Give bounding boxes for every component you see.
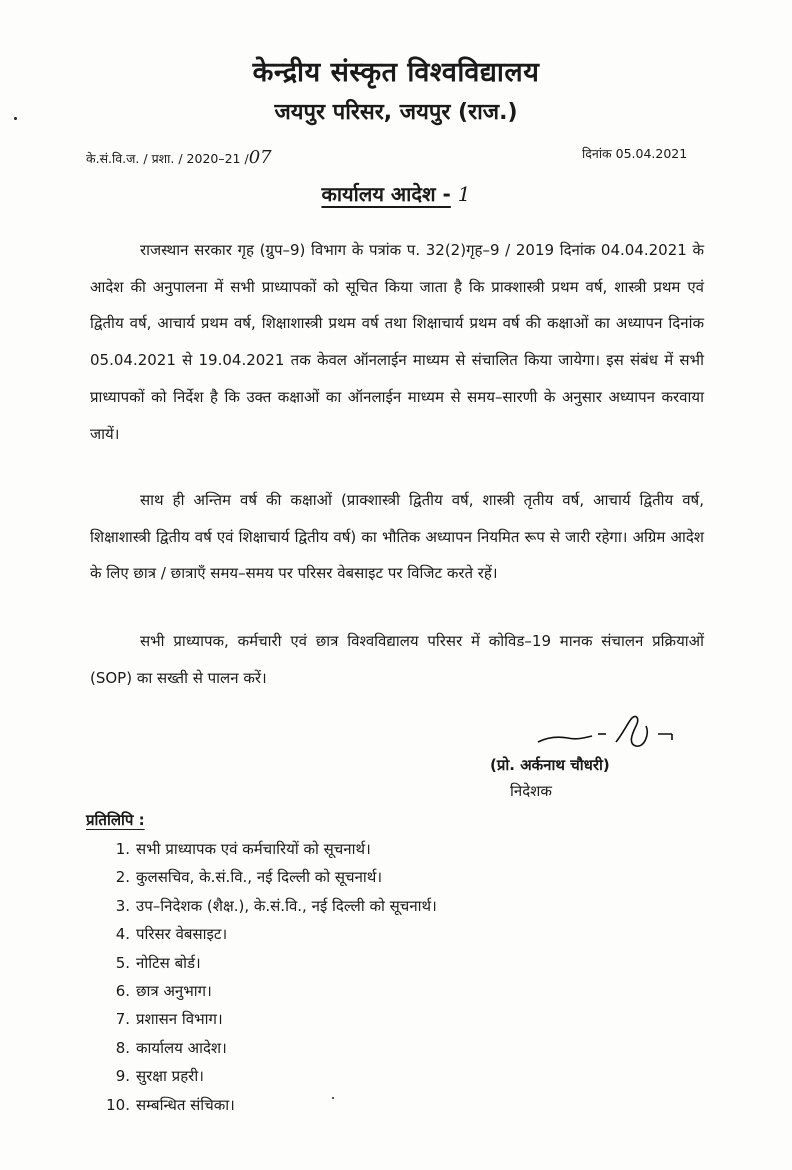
list-item-text: कुलसचिव, के.सं.वि., नई दिल्ली को सूचनार्थ। [136,868,383,887]
list-item [100,1034,437,1062]
list-item-number: 7. [115,1010,130,1029]
paragraph-online-classes [90,232,704,452]
document-title-number: 1 [457,182,471,206]
paragraph-covid-sop [90,623,704,696]
paragraph-text: साथ ही अन्तिम वर्ष की कक्षाओं (प्राक्शास्त्री द्वितीय वर्ष, शास्त्री तृतीय वर्ष, आचार्य द्वितीय वर्ष, शिक्षाशास्त्री द्वितीय वर्ष एवं शिक्षाचार्य द्वितीय वर्ष) का भौतिक अध्यापन नियमित रूप से जारी रहेगा। अग्रिम आदेश के लिए छात्र / छात्राएँ समय–समय पर परिसर वेबसाइट पर विजिट करते रहें। [90,491,704,583]
list-item [100,835,437,863]
handwritten-signature [532,712,682,756]
list-item [100,949,437,977]
copy-to-list [100,835,437,1119]
paragraph-text: सभी प्राध्यापक, कर्मचारी एवं छात्र विश्वविद्यालय परिसर में कोविड–19 मानक संचालन प्रक्रियाओं (SOP) का सख्ती से पालन करें। [90,632,704,687]
list-item-number: 8. [115,1038,130,1057]
list-item-number: 5. [115,953,130,972]
document-title [0,180,792,207]
reference-number-handwritten: 07 [248,147,272,168]
list-item-text: उप–निदेशक (शैक्ष.), के.सं.वि., नई दिल्ली को सूचनार्थ। [136,896,437,915]
list-item-text: सुरक्षा प्रहरी। [136,1067,204,1086]
list-item-number: 4. [115,925,130,944]
list-item [100,977,437,1005]
list-item-number: 1. [115,840,130,858]
reference-number [86,147,272,168]
list-item-number: 2. [115,868,130,887]
copy-to-heading [86,810,145,830]
university-name: केन्द्रीय संस्कृत विश्वविद्यालय [252,57,540,88]
signatory-designation: निदेशक [510,782,552,800]
scan-speck [14,117,17,120]
signatory-name: (प्रो. अर्कनाथ चौधरी) [490,756,610,774]
order-date: दिनांक 05.04.2021 [582,146,688,161]
copy-to-heading-text: प्रतिलिपि : [86,811,145,829]
list-item [100,1091,437,1119]
list-item [100,892,437,920]
list-item-text: नोटिस बोर्ड। [136,953,201,972]
list-item [100,1062,437,1090]
list-item-number: 3. [115,896,130,915]
list-item-text: प्रशासन विभाग। [136,1010,223,1029]
list-item-number: 9. [115,1067,130,1086]
list-item-text: कार्यालय आदेश। [136,1038,227,1057]
list-item-text: परिसर वेबसाइट। [136,925,228,944]
list-item-number: 6. [115,981,130,1000]
paragraph-physical-classes [90,482,704,592]
list-item-text: सभी प्राध्यापक एवं कर्मचारियों को सूचनार्थ। [136,840,371,858]
list-item [100,863,437,891]
campus-name: जयपुर परिसर, जयपुर (राज.) [274,100,518,125]
paragraph-text: राजस्थान सरकार गृह (ग्रुप–9) विभाग के पत्रांक प. 32(2)गृह–9 / 2019 दिनांक 04.04.2021 के आदेश की अनुपालना में सभी प्राध्यापकों को सूचित किया जाता है कि प्राक्शास्त्री प्रथम वर्ष, शास्त्री प्रथम एवं द्वितीय वर्ष, आचार्य प्रथम वर्ष, शिक्षाशास्त्री प्रथम वर्ष तथा शिक्षाचार्य प्रथम वर्ष की कक्षाओं का अध्यापन दिनांक 05.04.2021 से 19.04.2021 तक केवल ऑनलाईन माध्यम से संचालित किया जायेगा। इस संबंध में सभी प्राध्यापकों को निर्देश है कि उक्त कक्षाओं का ऑनलाईन माध्यम से समय–सारणी के अनुसार अध्यापन करवाया जायें। [90,241,704,443]
scan-speck [332,1097,334,1099]
list-item-text: सम्बन्धित संचिका। [136,1095,235,1114]
list-item-number: 10. [106,1095,130,1114]
list-item-text: छात्र अनुभाग। [136,981,212,1000]
list-item [100,920,437,948]
reference-number-printed: के.सं.वि.ज. / प्रशा. / 2020–21 / [86,151,249,166]
document-title-text: कार्यालय आदेश - [321,182,451,206]
list-item [100,1005,437,1033]
